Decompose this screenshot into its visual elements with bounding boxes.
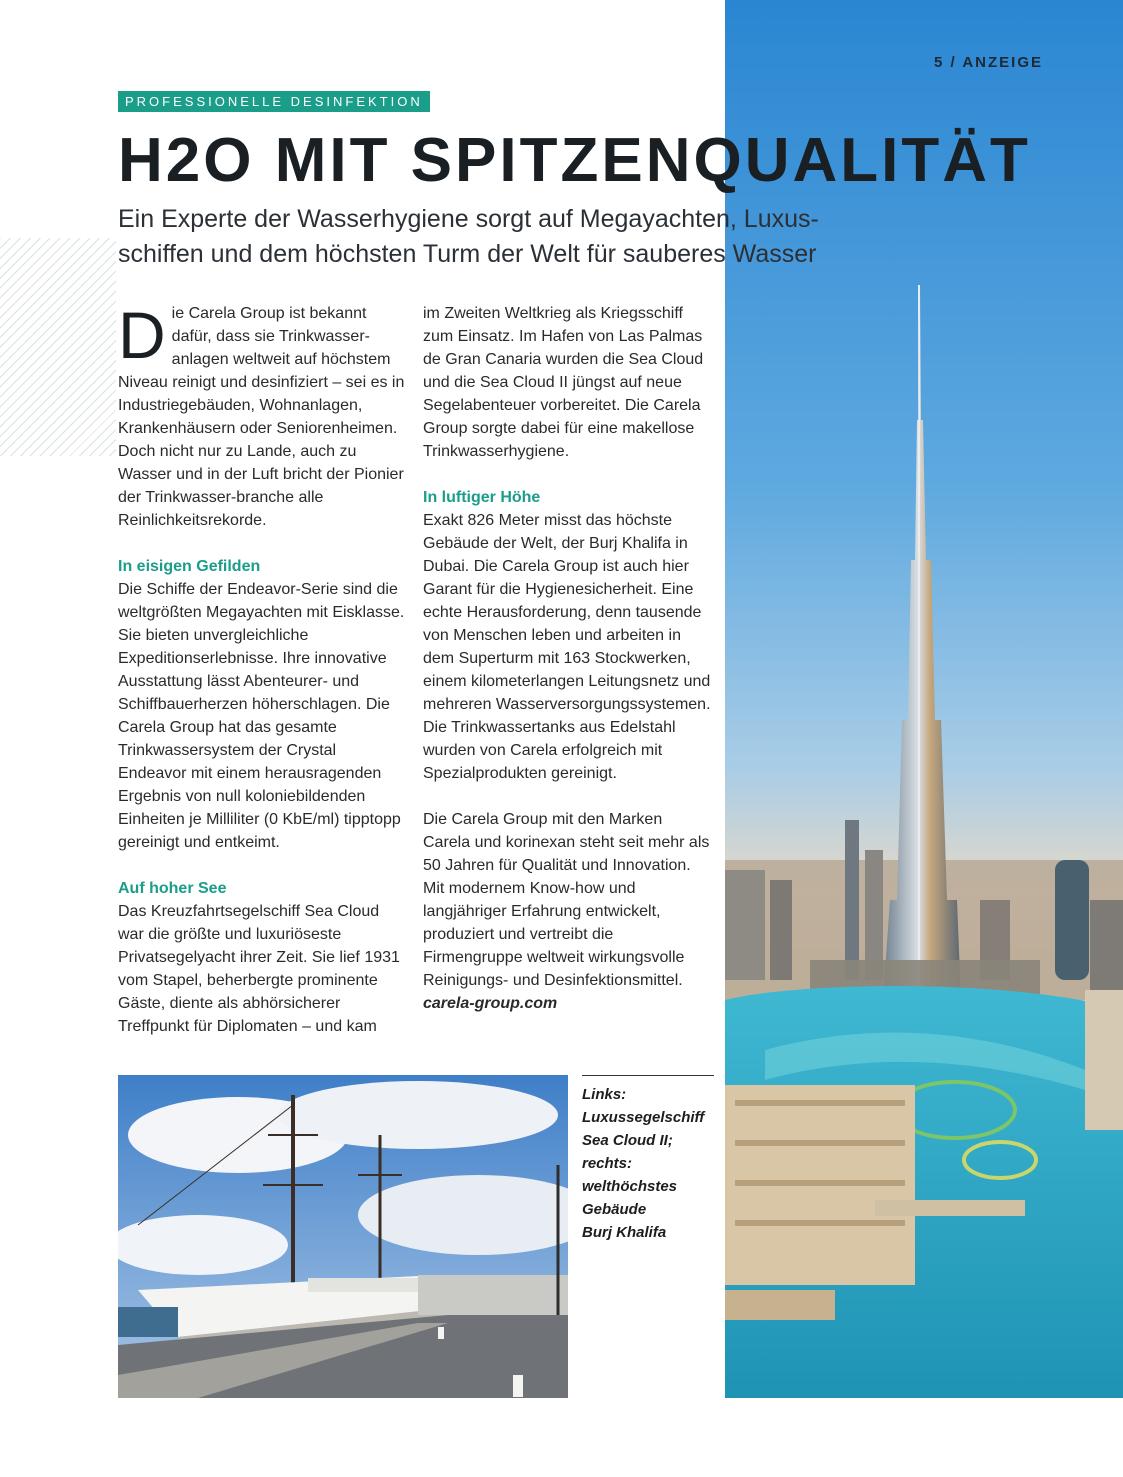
caption-line: Links:: [582, 1086, 627, 1103]
section-heading-ice: In eisigen Gefilden: [118, 558, 261, 575]
article-column-2: [423, 302, 713, 1015]
caption-line: Burj Khalifa: [582, 1224, 667, 1241]
sea-cloud-ship-photo: [118, 1075, 568, 1398]
caption-rule: [582, 1075, 714, 1076]
section-heading-sea: Auf hoher See: [118, 880, 227, 897]
article-column-1: [118, 298, 408, 1038]
section-text-sea-part2: im Zweiten Weltkrieg als Kriegsschiff zum Einsatz. Im Hafen von Las Palmas de Gran Canaria wurden die Sea Cloud und die Sea Cloud II jüngst auf neue Segelabenteuer vorbereitet. Die Carela Group sorgte dabei für eine makellose Trinkwasserhygiene.: [423, 305, 704, 460]
website-link[interactable]: carela-group.com: [423, 995, 558, 1012]
section-text-height: Exakt 826 Meter misst das höchste Gebäude der Welt, der Burj Khalifa in Dubai. Die Carela Group ist auch hier Garant für die Hygienesicherheit. Eine echte Herausforderung, denn tausende von Menschen leben und arbeiten in dem Superturm mit 163 Stockwerken, einem kilometerlangen Leitungsnetz und mehreren Wasserversorgungssystemen. Die Trinkwassertanks aus Edelstahl wurden von Carela erfolgreich mit Spezialprodukten gereinigt.: [423, 512, 711, 782]
section-text-ice: Die Schiffe der Endeavor-Serie sind die weltgrößten Megayachten mit Eisklasse. Sie bieten unvergleichliche Expeditionserlebnisse. Ihre innovative Ausstattung lässt Abenteurer- und Schiffbauerherzen höherschlagen. Die Carela Group hat das gesamte Trinkwassersystem der Crystal Endeavor mit einem herausragenden Ergebnis von null koloniebildenden Einheiten je Milliliter (0 KbE/ml) tipptopp gereinigt und entkeimt.: [118, 581, 405, 851]
caption-line: Gebäude: [582, 1201, 647, 1218]
drop-cap: D: [118, 298, 166, 372]
headline: H2O MIT SPITZENQUALITÄT: [118, 126, 1031, 195]
decorative-hatch: [0, 238, 116, 456]
deck: [118, 202, 978, 272]
caption-line: rechts:: [582, 1155, 633, 1172]
intro-text: ie Carela Group ist bekannt dafür, dass sie Trinkwasser-anlagen weltweit auf höchstem Niveau reinigt und desinfiziert – sei es in Industriegebäuden, Wohnanlagen, Krankenhäusern oder Seniorenheimen. Doch nicht nur zu Lande, auch zu Wasser und in der Luft bricht der Pionier der Trinkwasser-branche alle Reinlichkeitsrekorde.: [118, 305, 405, 529]
intro-paragraph: [118, 298, 408, 532]
photo-caption: [582, 1083, 720, 1244]
closing-paragraph: [423, 808, 713, 1015]
section-heading-height: In luftiger Höhe: [423, 489, 541, 506]
closing-text: Die Carela Group mit den Marken Carela und korinexan steht seit mehr als 50 Jahren für Qualität und Innovation. Mit modernem Know-how und langjähriger Erfahrung entwickelt, produziert und vertreibt die Firmengruppe weltweit wirkungsvolle Reinigungs- und Desinfektionsmittel.: [423, 811, 710, 989]
category-tag: PROFESSIONELLE DESINFEKTION: [118, 91, 430, 112]
caption-line: Sea Cloud II;: [582, 1132, 673, 1149]
deck-line: schiffen und dem höchsten Turm der Welt für sauberes Wasser: [118, 240, 817, 268]
page-label: 5 / ANZEIGE: [934, 54, 1043, 71]
caption-line: Luxussegelschiff: [582, 1109, 705, 1126]
deck-line: Ein Experte der Wasserhygiene sorgt auf Megayachten, Luxus-: [118, 205, 819, 233]
caption-line: welthöchstes: [582, 1178, 678, 1195]
section-text-sea-part1: Das Kreuzfahrtsegelschiff Sea Cloud war die größte und luxuriöseste Privatsegelyacht ihrer Zeit. Sie lief 1931 vom Stapel, beherbergte prominente Gäste, diente als abhörsicherer Treffpunkt für Diplomaten – und kam: [118, 903, 400, 1035]
